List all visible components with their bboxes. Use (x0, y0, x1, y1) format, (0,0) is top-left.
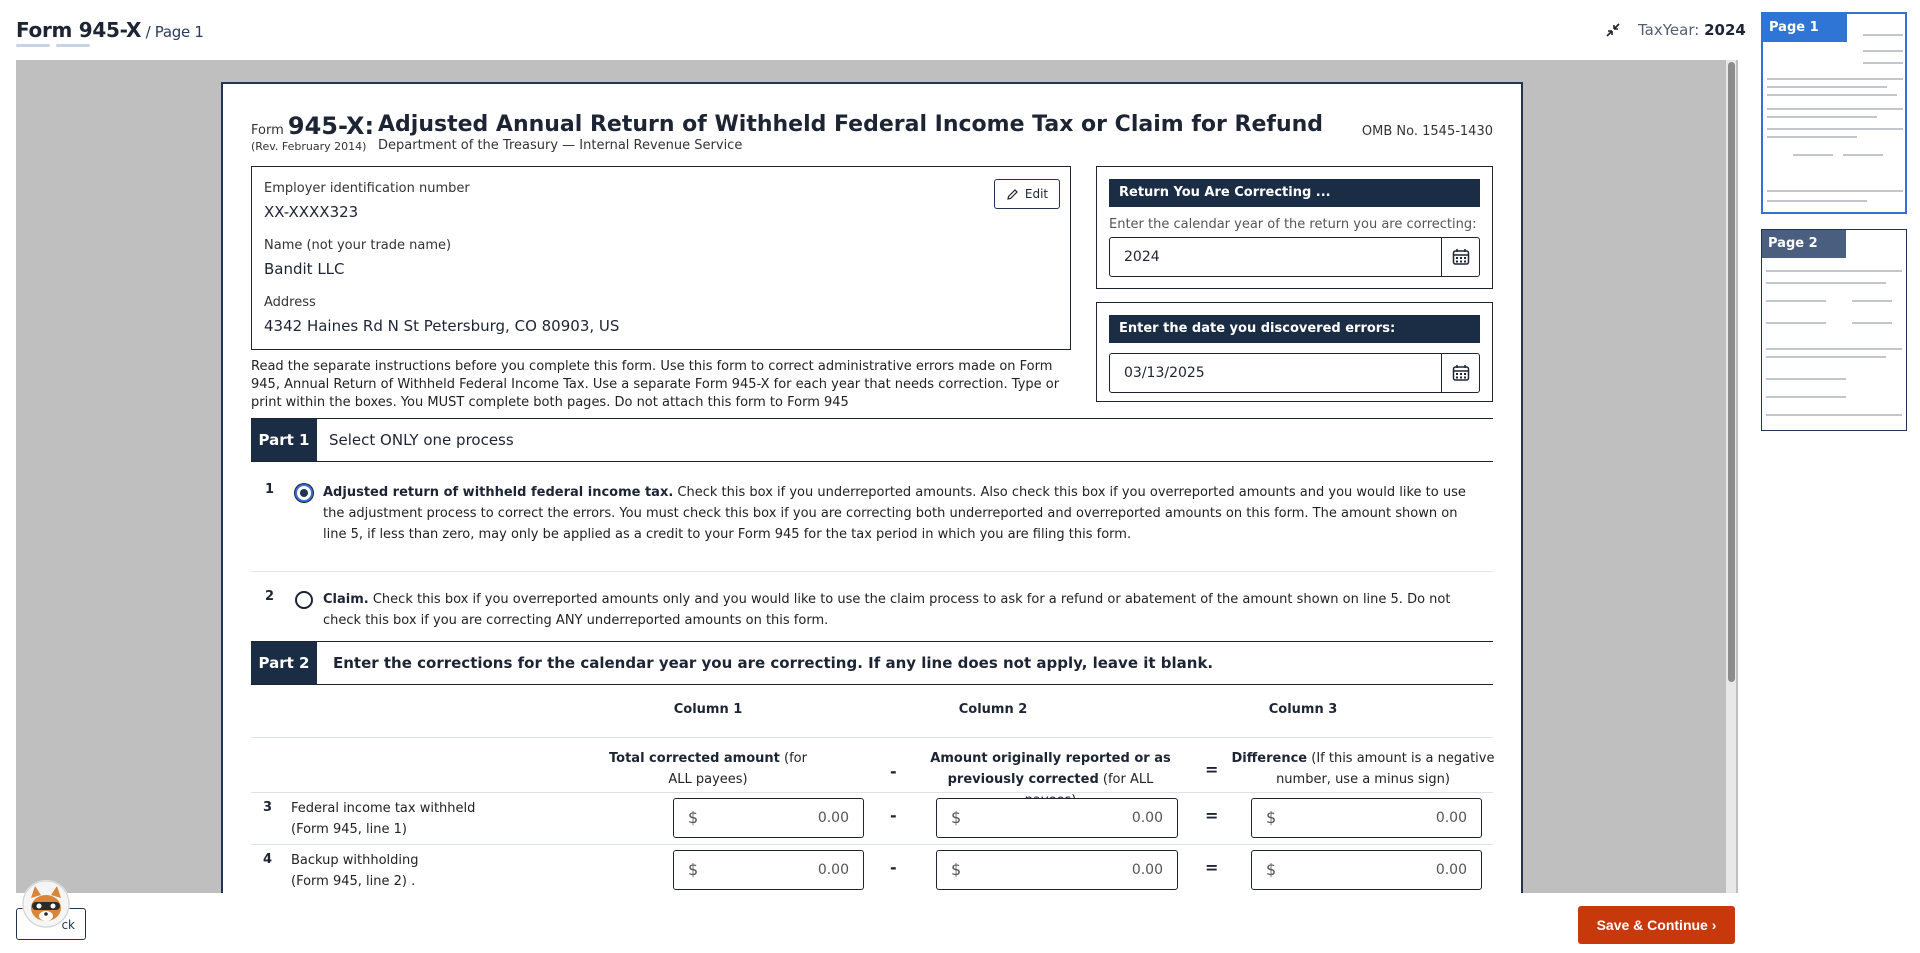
thumbnail-page-2[interactable] (1761, 229, 1907, 431)
divider (251, 792, 1493, 793)
line-label (291, 850, 419, 892)
option-claim-bold: Claim. (323, 592, 369, 607)
line-4-column1-value: 0.00 (817, 862, 849, 878)
discovered-date-box (1096, 302, 1493, 402)
equals-operator: = (1205, 806, 1219, 825)
save-continue-label: Save & Continue › (1596, 917, 1717, 933)
correcting-year-value: 2024 (1124, 249, 1160, 265)
minus-operator: - (890, 806, 897, 825)
minus-operator: - (890, 858, 897, 877)
equals-operator: = (1205, 760, 1219, 779)
ein-value: XX-XXXX323 (264, 203, 359, 221)
line-4-column3-input[interactable] (1251, 850, 1482, 890)
option-adjusted-return-radio[interactable] (295, 484, 313, 502)
option-claim-text (323, 589, 1473, 631)
line-label (291, 798, 475, 840)
option-adjusted-return-text (323, 482, 1473, 545)
collapse-icon[interactable] (1604, 21, 1622, 39)
dollar-sign: $ (1266, 808, 1277, 827)
option-claim-radio[interactable] (295, 591, 313, 609)
line-4-column3-value: 0.00 (1435, 862, 1467, 878)
calendar-icon[interactable] (1441, 354, 1479, 392)
discovered-date-value: 03/13/2025 (1124, 365, 1205, 381)
dollar-sign: $ (951, 808, 962, 827)
part2-title: Enter the corrections for the calendar year you are correcting. If any line does not apply, leave it blank. (333, 654, 1214, 672)
save-continue-button[interactable] (1578, 906, 1735, 944)
address-value: 4342 Haines Rd N St Petersburg, CO 80903, US (264, 317, 620, 335)
minus-operator: - (890, 762, 897, 781)
part2-tag: Part 2 (251, 642, 317, 684)
form-number: 945-X: (287, 112, 375, 140)
line-3-label: Federal income tax withheld (291, 801, 476, 816)
tax-year-label: TaxYear: (1638, 21, 1705, 39)
thumbnail-page-1[interactable] (1761, 12, 1907, 214)
dollar-sign: $ (688, 808, 699, 827)
form-word: Form (251, 123, 288, 138)
page-title (16, 18, 204, 42)
part2-header (251, 641, 1493, 685)
column2-desc-bold: Amount originally reported or as previously corrected (930, 751, 1171, 787)
option-adjusted-return-desc: Check this box if you underreported amounts. Also check this box if you overreported amounts and you would like to use the adjustment process to correct the errors. You must check this box if you are correcting both underreported and overreported amounts on this form. The amount shown on line 5, if less than zero, may only be applied as a credit to your Form 945 for the tax period in which you are filing this form. (323, 485, 1466, 542)
ein-label: Employer identification number (264, 181, 470, 196)
scrollbar-thumb[interactable] (1728, 62, 1735, 682)
dollar-sign: $ (951, 860, 962, 879)
column3-description (1228, 748, 1498, 790)
line-3-column2-input[interactable] (936, 798, 1178, 838)
dollar-sign: $ (1266, 860, 1277, 879)
column1-desc-rest: (for ALL payees) (668, 751, 807, 787)
title-underline (16, 44, 50, 47)
part1-title: Select ONLY one process (329, 431, 514, 449)
option-claim-desc: Check this box if you overreported amounts only and you would like to use the claim process to ask for a refund or abatement of the amount shown on line 5. Do not check this box if you are correcting ANY underreported amounts on this form. (323, 592, 1451, 628)
form-instructions: Read the separate instructions before you complete this form. Use this form to correct administrative errors made on Form 945, Annual Return of Withheld Federal Income Tax. Use a separate Form 945-X for each year that needs correction. Type or print within the boxes. You MUST complete both pages. Do not attach this form to Form 945 (251, 359, 1060, 410)
assistant-avatar[interactable] (22, 880, 70, 928)
option-adjusted-return-bold: Adjusted return of withheld federal income tax. (323, 485, 674, 500)
form-revision: (Rev. February 2014) (251, 140, 367, 153)
top-bar (0, 0, 1748, 60)
page-thumbnails (1748, 0, 1920, 953)
thumbnail-label: Page 1 (1763, 14, 1847, 42)
column3-desc-rest: (If this amount is a negative number, use a minus sign) (1276, 751, 1495, 787)
line-4-column2-value: 0.00 (1131, 862, 1163, 878)
line-3-column3-value: 0.00 (1435, 810, 1467, 826)
column3-desc-bold: Difference (1231, 751, 1308, 766)
calendar-icon[interactable] (1441, 238, 1479, 276)
omb-number: OMB No. 1545-1430 (1361, 124, 1493, 139)
part1-header (251, 418, 1493, 462)
option-number: 2 (265, 589, 275, 604)
address-label: Address (264, 295, 316, 310)
name-label: Name (not your trade name) (264, 238, 452, 253)
line-3-column2-value: 0.00 (1131, 810, 1163, 826)
divider (251, 737, 1493, 738)
line-3-column1-input[interactable] (673, 798, 864, 838)
equals-operator: = (1205, 858, 1219, 877)
line-3-column1-value: 0.00 (817, 810, 849, 826)
tax-year-value: 2024 (1704, 21, 1746, 39)
form-header (251, 112, 374, 140)
form-name: Form 945-X (16, 18, 142, 42)
column2-desc-rest: (for ALL (1102, 772, 1154, 787)
column1-desc-bold: Total corrected amount (609, 751, 780, 766)
line-4-label: Backup withholding (291, 853, 419, 868)
column2-header: Column 2 (958, 702, 1028, 717)
form-title: Adjusted Annual Return of Withheld Federal Income Tax or Claim for Refund (378, 112, 1324, 137)
line-3-sublabel: (Form 945, line 1) (291, 822, 407, 837)
discovered-date-heading: Enter the date you discovered errors: (1109, 315, 1480, 343)
dollar-sign: $ (688, 860, 699, 879)
line-4-sublabel: (Form 945, line 2) . (291, 874, 416, 889)
return-correcting-hint: Enter the calendar year of the return you are correcting: (1109, 217, 1477, 232)
line-4-column1-input[interactable] (673, 850, 864, 890)
divider (251, 571, 1493, 572)
column3-header: Column 3 (1268, 702, 1338, 717)
column1-header: Column 1 (673, 702, 743, 717)
part1-tag: Part 1 (251, 419, 317, 461)
option-number: 1 (265, 482, 275, 497)
form-department: Department of the Treasury — Internal Revenue Service (378, 138, 743, 153)
line-4-column2-input[interactable] (936, 850, 1178, 890)
line-number: 3 (263, 800, 273, 815)
form-viewer[interactable] (16, 60, 1738, 893)
page-label: / Page 1 (141, 23, 204, 41)
pencil-icon (1006, 188, 1019, 201)
edit-label: Edit (1024, 187, 1049, 201)
return-correcting-box (1096, 166, 1493, 289)
employer-info-box (251, 166, 1071, 350)
return-correcting-heading: Return You Are Correcting ... (1109, 179, 1480, 207)
thumbnail-label: Page 2 (1762, 230, 1846, 258)
column1-description (608, 748, 808, 790)
line-3-column3-input[interactable] (1251, 798, 1482, 838)
edit-button[interactable] (994, 179, 1060, 209)
divider (251, 844, 1493, 845)
discovered-date-input[interactable] (1109, 353, 1480, 393)
line-number: 4 (263, 852, 273, 867)
correcting-year-input[interactable] (1109, 237, 1480, 277)
back-label: ck (61, 918, 75, 932)
name-value: Bandit LLC (264, 260, 345, 278)
form-page (221, 82, 1523, 893)
title-underline (56, 44, 90, 47)
tax-year (1638, 21, 1746, 39)
